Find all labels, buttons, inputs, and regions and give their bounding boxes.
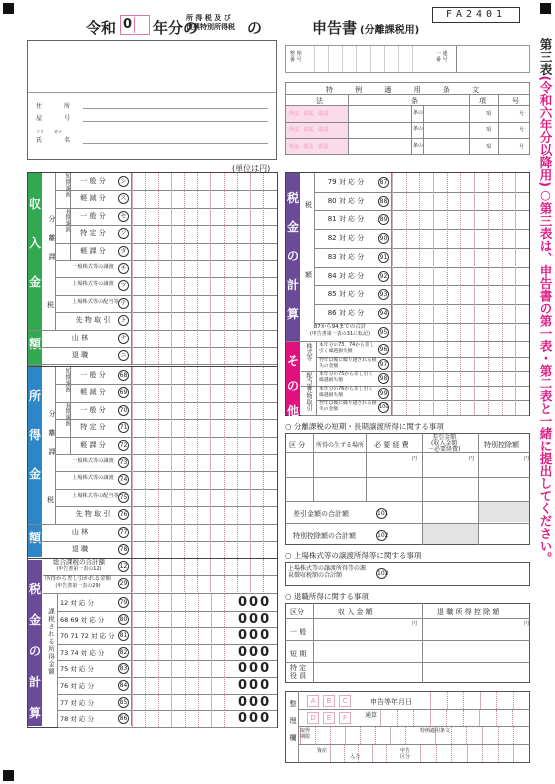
income-band: 収 入 金 xyxy=(28,173,42,330)
unit-label: (単位は円) xyxy=(232,164,271,173)
sonota-group-0: 株式等 xyxy=(305,343,312,361)
tax-right-circle-1: 88 xyxy=(379,197,388,205)
registration-mark-bottom-left xyxy=(3,770,14,781)
shotoku-row-label-0: 一 般 分 xyxy=(80,371,106,379)
form-code: FA2401 xyxy=(432,7,520,23)
sonota-circle-0-1: 97 xyxy=(379,360,388,368)
income-circle-9: ナ xyxy=(118,333,129,344)
taxpayer-box: 住 所 屋 号 フリ ガナ 氏 名 xyxy=(27,40,277,160)
income-circle-8: ト xyxy=(118,315,129,326)
sonota-amount-2-0[interactable] xyxy=(392,386,529,401)
income-amount-9[interactable] xyxy=(132,330,276,347)
shotoku-row-label-2: 一 般 分 xyxy=(80,405,106,414)
shotoku-circle-8: 76 xyxy=(119,511,128,519)
tax-left-zeros-0: 000 xyxy=(238,595,272,610)
tax-right-circle-8: 95 xyxy=(379,328,388,336)
sonota-group-2: 先物取引 xyxy=(305,386,312,411)
zei-label: 税 xyxy=(305,201,312,209)
shotoku-circle-4: 72 xyxy=(119,441,128,449)
shotoku-band-bottom: 額 xyxy=(28,525,42,557)
year-value: 0 xyxy=(121,17,135,33)
section-listed-title: ○ 上場株式等の譲渡所得等に関する事項 xyxy=(285,551,422,560)
sonota-circle-2-0: 99 xyxy=(379,389,388,397)
sonota-amount-0-0[interactable] xyxy=(392,342,529,357)
tax-right-circle-4: 91 xyxy=(379,253,388,261)
shotoku-amount-9[interactable] xyxy=(132,524,276,541)
tax-left-circle-2: 81 xyxy=(119,632,128,640)
sonota-amount-1-0[interactable] xyxy=(392,371,529,386)
income-amount-1[interactable] xyxy=(132,190,276,207)
income-amount-8[interactable] xyxy=(132,312,276,329)
income-amount-7[interactable] xyxy=(132,295,276,312)
tax-left-label-1: 68 69 対 応 分 xyxy=(60,615,105,624)
tax-right-amount-3[interactable] xyxy=(392,229,529,248)
sonota-label-1-0: 本年分の75から差し引く繰越損失額 xyxy=(319,372,374,384)
kazei-label: 課税される所得金額 xyxy=(47,608,55,676)
sonota-circle-1-0: 98 xyxy=(379,375,388,383)
income-row-label-10: 退 職 xyxy=(71,351,89,359)
special-provisions-table: 特 例 適 用 条 文 法 条 項 号 所法 措法 震法 所法 措法 震法 所法 措法 震法 条の 条の 条の 項 項 項 号 号 号 xyxy=(285,82,530,155)
shotoku-amount-2[interactable] xyxy=(132,402,276,419)
shotoku-circle-1: 69 xyxy=(119,389,128,397)
income-circle-10: ニ xyxy=(118,350,129,361)
tax-left-circle-7: 86 xyxy=(119,715,128,723)
income-amount-3[interactable] xyxy=(132,225,276,242)
law-row-2[interactable]: 所法 措法 震法 xyxy=(289,127,329,133)
shotoku-row-label-10: 退 職 xyxy=(71,545,89,553)
shotoku-circle-6: 74 xyxy=(119,476,128,484)
sonota-amount-2-1[interactable] xyxy=(392,400,529,415)
tax-left-circle-6: 85 xyxy=(119,698,128,706)
total-diff-label: 差引金額の合計額 xyxy=(293,510,349,518)
admin-box-C[interactable]: C xyxy=(339,695,351,707)
shotoku-circle-5: 73 xyxy=(119,459,128,466)
income-row-label-2: 一 般 分 xyxy=(80,211,106,220)
income-circle-5: チ xyxy=(118,263,129,274)
shotoku-amount-4[interactable] xyxy=(132,437,276,454)
shotoku-row-label-1: 軽 減 分 xyxy=(80,388,106,397)
income-amount-0[interactable] xyxy=(132,173,276,190)
shotoku-circle-0: 68 xyxy=(119,372,128,379)
tax-right-amount-6[interactable] xyxy=(392,285,529,304)
income-row-label-6: 上場株式等の譲渡 xyxy=(72,281,114,288)
tax-right-amount-1[interactable] xyxy=(392,192,529,211)
seiri-cells[interactable] xyxy=(314,46,432,72)
shotoku-circle-3: 71 xyxy=(119,424,128,432)
income-circle-2: セ xyxy=(118,211,129,222)
shotoku-circle-7: 75 xyxy=(119,493,128,501)
tax-right-label-6: 85 対 応 分 xyxy=(327,290,365,299)
sonota-amount-0-1[interactable] xyxy=(392,357,529,372)
sheet-label: 第三表 xyxy=(538,38,553,76)
shotoku-amount-10[interactable] xyxy=(132,541,276,558)
shotoku-row-label-6: 上場株式等の譲渡 xyxy=(72,475,114,482)
income-row-label-5: 一般株式等の譲渡 xyxy=(72,264,114,270)
shotoku-row-label-8: 先 物 取 引 xyxy=(75,510,111,519)
admin-box-A[interactable]: A xyxy=(307,695,319,707)
income-group-label: 分離課 xyxy=(48,215,56,272)
tax-right-circle-6: 93 xyxy=(379,291,388,299)
tax-calc-band-right: 税 金 の 計 算 xyxy=(286,173,300,341)
admin-box-D[interactable]: D xyxy=(307,712,319,724)
sogo-total-label: 総合課税の合計額 (申告書第一表の12) xyxy=(53,558,105,572)
income-circle-1: ス xyxy=(118,193,129,204)
sonota-label-2-0: 本年分の76から差し引く繰越損失額 xyxy=(319,386,374,398)
admin-row4-cells[interactable] xyxy=(330,745,400,762)
tax-left-circle-4: 83 xyxy=(119,665,128,673)
shotoku-row-label-3: 特 定 分 xyxy=(80,423,106,432)
tax-left-zeros-5: 000 xyxy=(238,678,272,693)
tax-left-circle-5: 84 xyxy=(119,682,128,689)
income-circle-7: テ xyxy=(118,298,129,309)
tax-right-label-7: 86 対 応 分 xyxy=(327,308,365,317)
tax-right-amount-7[interactable] xyxy=(392,304,529,323)
tax-left-amount-6[interactable] xyxy=(132,694,237,711)
tax-right-label-8: 87から94までの合計 (申告書第一表の31に転記) xyxy=(309,323,371,337)
shotoku-amount-6[interactable] xyxy=(132,471,276,488)
sonota-band: そ の 他 xyxy=(286,342,300,415)
tax-left-amount-5[interactable] xyxy=(132,677,237,694)
tax-right-amount-2[interactable] xyxy=(392,210,529,229)
tax-calc-band-left: 税 金 の 計 算 xyxy=(28,560,42,726)
income-amount-6[interactable] xyxy=(132,277,276,294)
tax-left-circle-3: 82 xyxy=(119,648,128,656)
tax-right-amount-0[interactable] xyxy=(392,173,529,192)
income-amount-5[interactable] xyxy=(132,260,276,277)
sonota-circle-2-1: 100 xyxy=(378,402,389,413)
circle-103: 103 xyxy=(377,570,389,577)
tax-right-label-1: 80 対 応 分 xyxy=(327,196,365,205)
tax-right-circle-7: 94 xyxy=(379,309,388,317)
shotoku-circle-2: 70 xyxy=(119,406,128,414)
shotoku-amount-7[interactable] xyxy=(132,489,276,506)
income-circle-4: タ xyxy=(118,246,129,257)
income-row-label-0: 一 般 分 xyxy=(80,177,106,185)
tax-right-amount-5[interactable] xyxy=(392,267,529,286)
shotoku-amount-5[interactable] xyxy=(132,454,276,471)
gaku-label: 額 xyxy=(305,271,312,279)
tax-left-label-2: 70 71 72 対 応 分 xyxy=(60,632,115,641)
tax-right-circle-5: 92 xyxy=(379,272,388,280)
sonota-circle-0-0: 96 xyxy=(379,346,388,353)
form-title: 申告書 xyxy=(312,19,358,37)
address-area[interactable] xyxy=(28,41,276,93)
tax-left-label-7: 78 対 応 分 xyxy=(60,715,94,724)
tax-left-amount-7[interactable] xyxy=(132,710,237,727)
tax-right-label-5: 84 対 応 分 xyxy=(327,271,365,280)
tax-right-label-2: 81 対 応 分 xyxy=(327,215,365,224)
sonota-label-2-1: 翌年以後に繰り越される損失の金額 xyxy=(319,401,377,413)
circle-12: 12 xyxy=(119,563,128,570)
tax-right-label-0: 79 対 応 分 xyxy=(327,178,365,186)
sonota-group-1: 配当等 xyxy=(305,372,312,391)
tax-left-zeros-2: 000 xyxy=(238,628,272,644)
admin-row3-cells[interactable] xyxy=(300,727,420,744)
income-amount-10[interactable] xyxy=(132,347,276,364)
shotoku-row-label-7: 上場株式等の配当等 xyxy=(72,492,119,499)
circle-101: 101 xyxy=(377,510,389,517)
tax-left-label-0: 12 対 応 分 xyxy=(60,599,94,607)
registration-mark-top-right xyxy=(540,3,551,14)
admin-row2-cells[interactable] xyxy=(380,710,529,726)
shotoku-circle-9: 77 xyxy=(119,528,128,536)
admin-row4b-cells[interactable] xyxy=(420,745,529,762)
shotoku-row-label-5: 一般株式等の譲渡 xyxy=(72,458,114,464)
income-row-label-4: 軽 課 分 xyxy=(80,246,106,255)
sonota-label-0-0: 本年分の73、74から差し引く繰越損失額 xyxy=(319,343,375,354)
admin-box-F[interactable]: F xyxy=(339,712,351,724)
registration-mark-top-left xyxy=(3,3,14,14)
deduction-label: 所得から差し引かれる金額 (申告書第一表の29) xyxy=(45,576,112,589)
income-band-bottom: 額 xyxy=(28,331,42,366)
tax-right-circle-2: 89 xyxy=(379,216,388,224)
tax-right-amount-4[interactable] xyxy=(392,248,529,267)
tax-right-amount-8[interactable] xyxy=(392,323,529,342)
income-row-label-8: 先 物 取 引 xyxy=(75,316,111,325)
tax-left-zeros-1: 000 xyxy=(238,611,272,627)
admin-box-B[interactable]: B xyxy=(323,695,335,707)
shotoku-amount-3[interactable] xyxy=(132,419,276,436)
tax-left-zeros-4: 000 xyxy=(238,661,272,677)
shotoku-amount-1[interactable] xyxy=(132,384,276,401)
tax-left-label-3: 73 74 対 応 分 xyxy=(60,648,105,657)
retire-row-general: 一 般 xyxy=(290,628,307,636)
tax-left-label-6: 77 対 応 分 xyxy=(60,698,94,707)
income-circle-6: ツ xyxy=(118,280,129,291)
law-row-3[interactable]: 所法 措法 震法 xyxy=(289,144,329,150)
era-label: 令和 xyxy=(86,19,117,37)
income-row-label-1: 軽 減 分 xyxy=(80,194,106,203)
circle-29: 29 xyxy=(119,580,128,587)
section-short-long-title: ○ 分離課税の短期・長期譲渡所得に関する事項 xyxy=(285,422,444,431)
income-circle-3: ソ xyxy=(118,228,129,239)
total-special-label: 特別控除額の合計額 xyxy=(293,532,356,540)
admin-label: 整理欄 xyxy=(289,700,297,751)
tax-left-amount-4[interactable] xyxy=(132,660,237,677)
shotoku-row-label-9: 山 林 xyxy=(71,527,89,536)
year-input[interactable] xyxy=(120,15,150,35)
admin-box-E[interactable]: E xyxy=(323,712,335,724)
income-row-label-3: 特 定 分 xyxy=(80,229,106,238)
tax-left-zeros-7: 000 xyxy=(238,711,272,727)
tax-left-zeros-3: 000 xyxy=(238,644,272,660)
tax-left-label-5: 76 対 応 分 xyxy=(60,682,94,690)
sogo-total-amount[interactable] xyxy=(132,559,276,575)
side-title xyxy=(536,38,552,564)
shotoku-row-label-4: 軽 課 分 xyxy=(80,440,106,449)
side-note: ○第三表は、申告書の第一表・第二表と一緒に提出してください。 xyxy=(538,186,553,565)
income-circle-0: シ xyxy=(118,176,129,187)
shotoku-band: 所 得 金 xyxy=(28,367,42,524)
circle-102: 102 xyxy=(377,532,389,539)
income-row-label-9: 山 林 xyxy=(71,333,89,342)
shotoku-circle-10: 78 xyxy=(119,546,128,553)
sonota-label-0-1: 翌年以後に繰り越される損失の金額 xyxy=(319,357,377,369)
tax-right-label-3: 82 対 応 分 xyxy=(327,234,365,243)
shotoku-amount-0[interactable] xyxy=(132,367,276,384)
income-row-label-7: 上場株式等の配当等 xyxy=(72,298,119,305)
tax-left-label-4: 75 対 応 分 xyxy=(60,665,94,674)
title-particle: の xyxy=(247,19,263,37)
year-suffix: 年分の xyxy=(153,19,199,37)
form-subtitle: (分離課税用) xyxy=(360,25,420,36)
tax-left-amount-3[interactable] xyxy=(132,644,237,661)
tax-left-amount-0[interactable] xyxy=(132,594,237,611)
tax-left-circle-1: 80 xyxy=(119,615,128,623)
tax-left-zeros-6: 000 xyxy=(238,694,272,710)
tax-left-amount-2[interactable] xyxy=(132,627,237,644)
retire-row-special: 特 定 役 員 xyxy=(290,664,307,680)
tax-right-circle-0: 87 xyxy=(379,179,388,186)
tax-right-circle-3: 90 xyxy=(379,235,388,243)
deduction-amount[interactable] xyxy=(132,576,276,592)
tax-left-circle-0: 79 xyxy=(119,599,128,606)
income-amount-2[interactable] xyxy=(132,208,276,225)
retire-row-short: 短 期 xyxy=(290,650,307,658)
reference-number-box[interactable]: 整 理 番 号 一 連 番 号 xyxy=(285,45,530,73)
income-amount-4[interactable] xyxy=(132,243,276,260)
tax-right-label-4: 83 対 応 分 xyxy=(327,252,365,261)
period-label: (令和六年分以降用) xyxy=(538,75,553,187)
shotoku-amount-8[interactable] xyxy=(132,506,276,523)
tax-left-amount-1[interactable] xyxy=(132,611,237,628)
admin-date-cells[interactable] xyxy=(430,692,529,709)
section-retire-title: ○ 退職所得に関する事項 xyxy=(285,592,369,601)
law-row-1[interactable]: 所法 措法 震法 xyxy=(289,111,329,117)
tax-type: 所 得 税 及 び 復興特別所得税 xyxy=(186,14,235,31)
